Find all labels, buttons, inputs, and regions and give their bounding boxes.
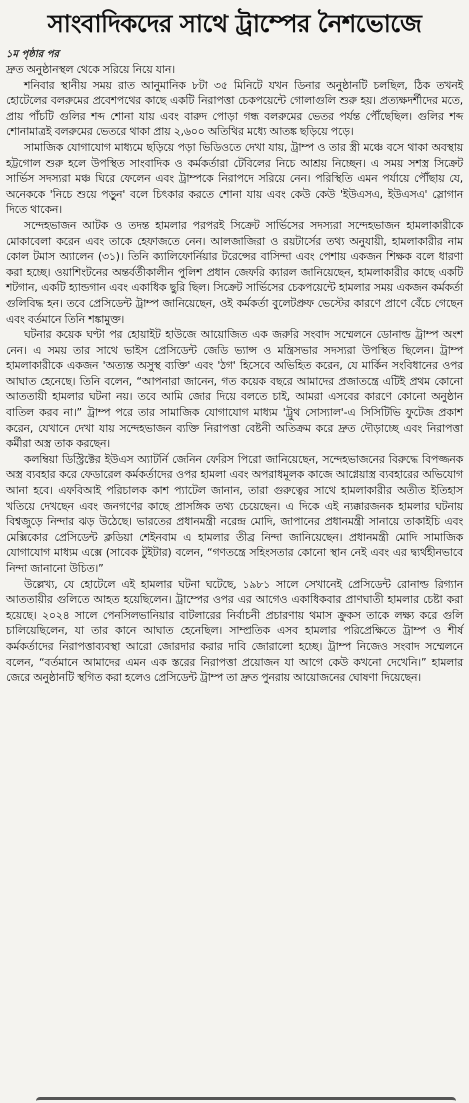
continuation-label: ১ম পৃষ্ঠার পর [6,49,59,60]
clipped-next-headline [0,1095,469,1103]
article-headline: সাংবাদিকদের সাথে ট্রাম্পের নৈশভোজে [47,9,422,38]
article-paragraph: শনিবার স্থানীয় সময় রাত আনুমানিক ৮টা ৩৫ মিনিটে যখন ডিনার অনুষ্ঠানটি চলছিল, ঠিক তখনই হোটেলের বলরুমের প্রবেশপথের কাছে একটি নিরাপত্তা চেকপয়েন্টে গোলাগুলি শুরু হয়। প্রত্যক্ষদর্শীদের মতে, প্রায় পাঁচটি গুলির শব্দ শোনা যায় এবং বারুদ পোড়া গন্ধ বলরুমের ভেতর পর্যন্ত পৌঁছেছিল। গুলির শব্দ শোনামাত্রই বলরুমের ভেতরে থাকা প্রায় ২,৬০০ অতিথির মধ্যে আতঙ্ক ছড়িয়ে পড়ে। [6,78,463,139]
clipped-text-edge [36,1097,456,1103]
article-paragraph: দ্রুত অনুষ্ঠানস্থল থেকে সরিয়ে নিয়ে যান। [6,63,175,76]
article-paragraph: উল্লেখ্য, যে হোটেলে এই হামলার ঘটনা ঘটেছে, ১৯৮১ সালে সেখানেই প্রেসিডেন্ট রোনাল্ড রিগ্যান আততায়ীর গুলিতে আহত হয়েছিলেন। ট্রাম্পের ওপর এর আগেও একাধিকবার প্রাণঘাতী হামলার চেষ্টা করা হয়েছে। ২০২৪ সালে পেনসিলভানিয়ার বাটলারের নির্বাচনী প্রচারণায় থমাস ক্রুকস তাকে লক্ষ্য করে গুলি চালিয়েছিলেন, যা তার কানে আঘাত হেনেছিল। সাম্প্রতিক এসব হামলার পরিপ্রেক্ষিতে ট্রাম্প ও শীর্ষ কর্মকর্তাদের নিরাপত্তাব্যবস্থা আরো জোরদার করার দাবি জোরালো হচ্ছে। ট্রাম্প নিজেও সংবাদ সম্মেলনে বলেন, “বর্তমানে আমাদের এমন এক স্তরের নিরাপত্তা প্রয়োজন যা আগে কেউ কখনো দেখেনি।” হামলার জেরে অনুষ্ঠানটি স্থগিত করা হলেও প্রেসিডেন্ট ট্রাম্প তা দ্রুত পুনরায় আয়োজনের ঘোষণা দিয়েছেন। [6,577,463,685]
article-paragraph: ঘটনার কয়েক ঘণ্টা পর হোয়াইট হাউজে আয়োজিত এক জরুরি সংবাদ সম্মেলনে ডোনাল্ড ট্রাম্প অংশ নেন। এ সময় তার সাথে ভাইস প্রেসিডেন্ট জেডি ভ্যান্স ও মন্ত্রিসভার সদস্যরা উপস্থিত ছিলেন। ট্রাম্প হামলাকারীকে একজন 'অত্যন্ত অসুস্থ ব্যক্তি' এবং 'ঠগ' হিসেবে অভিহিত করেন, যে মার্কিন সংবিধানের ওপর আঘাত হেনেছে। তিনি বলেন, “আপনারা জানেন, গত কয়েক বছরে আমাদের প্রজাতন্ত্রে এটিই প্রথম কোনো আততায়ী হামলার ঘটনা নয়। তবে আমি জোর দিয়ে বলতে চাই, আমরা এসবের কারণে কোনো অনুষ্ঠান বাতিল করব না।” ট্রাম্প পরে তার সামাজিক যোগাযোগ মাধ্যম 'ট্রুথ সোস্যাল'-এ সিসিটিভি ফুটেজ প্রকাশ করেন, যেখানে দেখা যায় সন্দেহভাজন ব্যক্তি নিরাপত্তা বেষ্টনী অতিক্রম করে দ্রুত দৌড়াচ্ছে এবং নিরাপত্তা কর্মীরা অস্ত্র তাক করছেন। [6,328,463,451]
article-body [6,62,463,686]
article-paragraph: সন্দেহভাজন আটক ও তদন্ত হামলার পরপরই সিক্রেট সার্ভিসের সদস্যরা সন্দেহভাজন হামলাকারীকে মোকাবেলা করেন এবং তাকে হেফাজতে নেন। আলজাজিরা ও রয়টার্সের তথ্য অনুযায়ী, হামলাকারীর নাম কোল টমাস অ্যালেন (৩১)। তিনি ক্যালিফোর্নিয়ার টরেন্সের বাসিন্দা এবং পেশায় একজন শিক্ষক বলে ধারণা করা হচ্ছে। ওয়াশিংটনের অন্তর্বর্তীকালীন পুলিশ প্রধান জেফরি ক্যারল জানিয়েছেন, হামলাকারীর কাছে একটি শটগান, একটি হ্যান্ডগান এবং একাধিক ছুরি ছিল। সিক্রেট সার্ভিসের চেকপয়েন্টে হামলার সময় একজন কর্মকর্তা গুলিবিদ্ধ হন। তবে প্রেসিডেন্ট ট্রাম্প জানিয়েছেন, ওই কর্মকর্তা বুলেটপ্রুফ ভেস্টের কারণে প্রাণে বেঁচে গেছেন এবং বর্তমানে তিনি শঙ্কামুক্ত। [6,218,463,326]
article-paragraph: কলম্বিয়া ডিস্ট্রিক্টের ইউএস অ্যাটর্নি জেনিন ফেরিস পিরো জানিয়েছেন, সন্দেহভাজনের বিরুদ্ধে বিপজ্জনক অস্ত্র ব্যবহার করে ফেডারেল কর্মকর্তাদের ওপর হামলা এবং অপরাধমূলক কাজে আগ্নেয়াস্ত্র ব্যবহারের অভিযোগ আনা হবে। এফবিআই পরিচালক কাশ প্যাটেল জানান, তারা গুরুত্বের সাথে হামলাকারীর অতীত ইতিহাস খতিয়ে দেখছেন এবং জনগণের কাছে প্রাসঙ্গিক তথ্য চেয়েছেন। এ দিকে এই ন্যক্কারজনক হামলার ঘটনায় বিশ্বজুড়ে নিন্দার ঝড় উঠেছে। ভারতের প্রধানমন্ত্রী নরেন্দ্র মোদি, জাপানের প্রধানমন্ত্রী সানায়ে তাকাইচি এবং মেক্সিকোর প্রেসিডেন্ট ক্লডিয়া শেইনবাম এ হামলার তীব্র নিন্দা জানিয়েছেন। প্রধানমন্ত্রী মোদি সামাজিক যোগাযোগ মাধ্যম এক্সে (সাবেক টুইটার) বলেন, “গণতন্ত্রে সহিংসতার কোনো স্থান নেই এবং এর দ্ব্যর্থহীনভাবে নিন্দা জানানো উচিত।” [6,452,463,575]
article-paragraph: সামাজিক যোগাযোগ মাধ্যমে ছড়িয়ে পড়া ভিডিওতে দেখা যায়, ট্রাম্প ও তার স্ত্রী মঞ্চে বসে থাকা অবস্থায় হট্টগোল শুরু হলে উপস্থিত সাংবাদিক ও কর্মকর্তারা টেবিলের নিচে আশ্রয় নিচ্ছেন। এ সময় সশস্ত্র সিক্রেট সার্ভিস সদস্যরা মঞ্চ ঘিরে ফেলেন এবং ট্রাম্পকে নিরাপদে সরিয়ে নেন। পরিস্থিতি এমন পর্যায়ে পৌঁছায় যে, অনেককে 'নিচে শুয়ে পড়ুন' বলে চিৎকার করতে শোনা যায় এবং কেউ কেউ 'ইউএসএ, ইউএসএ' স্লোগান দিতে থাকেন। [6,140,463,217]
